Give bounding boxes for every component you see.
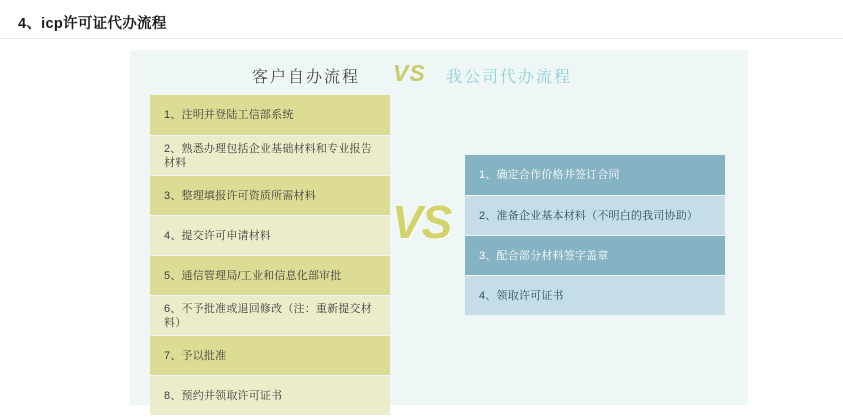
left-step-4: 4、提交许可申请材料 (150, 215, 390, 255)
left-column-title: 客户自办流程 (252, 69, 361, 86)
right-step-3: 3、配合部分材料签字盖章 (465, 235, 725, 275)
center-vs-label: VS (392, 196, 452, 248)
right-step-1: 1、确定合作价格并签订合同 (465, 155, 725, 195)
left-step-3: 3、整理填报许可资质所需材料 (150, 175, 390, 215)
left-step-2: 2、熟悉办理包括企业基础材料和专业报告材料 (150, 135, 390, 175)
left-step-1: 1、注明并登陆工信部系统 (150, 95, 390, 135)
right-column-title: 我公司代办流程 (446, 69, 573, 86)
diagram-title-row (130, 60, 748, 92)
process-comparison-diagram (130, 50, 748, 405)
left-process-column (150, 95, 390, 415)
title-vs-label: VS (393, 60, 426, 86)
right-step-2: 2、准备企业基本材料（不明白的我司协助） (465, 195, 725, 235)
right-step-4: 4、领取许可证书 (465, 275, 725, 315)
left-step-5: 5、通信管理局/工业和信息化部审批 (150, 255, 390, 295)
left-step-6: 6、不予批准或退回修改（注：重新提交材料） (150, 295, 390, 335)
page-title: 4、icp许可证代办流程 (18, 16, 167, 32)
left-step-8: 8、预约并领取许可证书 (150, 375, 390, 415)
left-step-7: 7、予以批准 (150, 335, 390, 375)
heading-divider (0, 38, 843, 39)
right-process-column (465, 155, 725, 315)
